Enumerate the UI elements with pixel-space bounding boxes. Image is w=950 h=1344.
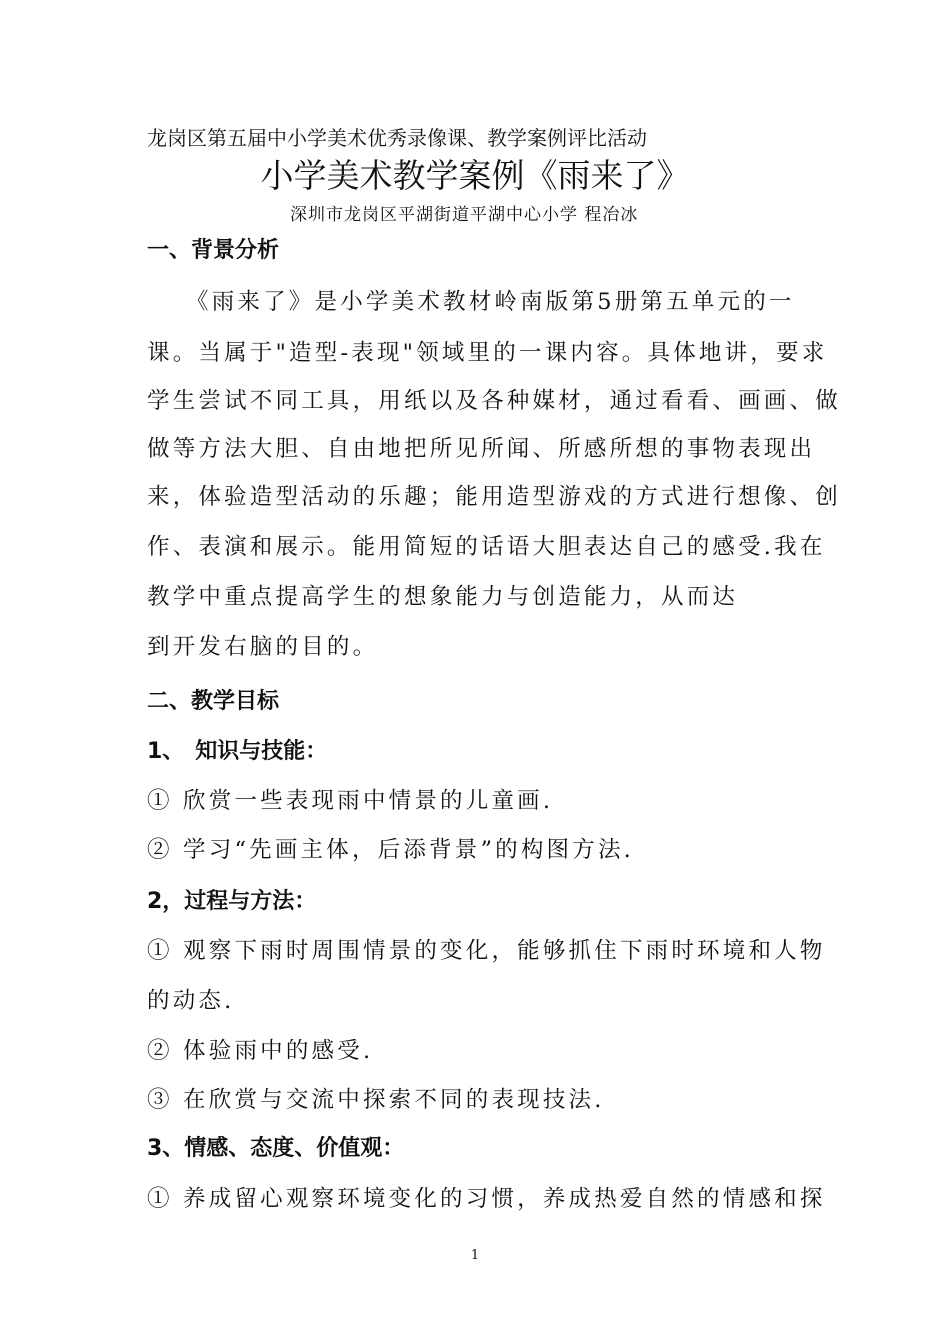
- goal-item: ② 体验雨中的感受.: [147, 1038, 374, 1064]
- goal2-heading: 2，过程与方法：: [147, 889, 317, 914]
- paragraph-line: 到开发右脑的目的。: [147, 634, 379, 660]
- goal-item: ① 养成留心观察环境变化的习惯，养成热爱自然的情感和探: [147, 1186, 826, 1212]
- goal-item: ① 欣赏一些表现雨中情景的儿童画.: [147, 788, 554, 814]
- page-number: 1: [470, 1248, 480, 1263]
- goals-heading: 二、教学目标: [147, 689, 280, 714]
- org-line: 龙岗区第五届中小学美术优秀录像课、教学案例评比活动: [147, 126, 647, 150]
- document-title: 小学美术教学案例《雨来了》: [260, 156, 690, 195]
- author-line: 深圳市龙岗区平湖街道平湖中心小学 程冶冰: [290, 205, 639, 225]
- goal3-heading: 3、情感、态度、价值观：: [147, 1136, 405, 1161]
- paragraph-line: 学生尝试不同工具，用纸以及各种媒材，通过看看、画画、做: [147, 388, 841, 414]
- paragraph-line: 《雨来了》是小学美术教材岭南版第5册第五单元的一: [186, 289, 795, 315]
- background-heading: 一、背景分析: [147, 238, 280, 263]
- paragraph-line: 教学中重点提高学生的想象能力与创造能力，从而达: [147, 584, 739, 610]
- paragraph-line: 作、表演和展示。能用简短的话语大胆表达自己的感受.我在: [147, 534, 826, 560]
- goal-item: ① 观察下雨时周围情景的变化，能够抓住下雨时环境和人物: [147, 938, 826, 964]
- paragraph-line: 做等方法大胆、自由地把所见所闻、所感所想的事物表现出: [147, 436, 816, 462]
- paragraph-line: 来，体验造型活动的乐趣；能用造型游戏的方式进行想像、创: [147, 484, 841, 510]
- paragraph-line: 课。当属于"造型-表现"领域里的一课内容。具体地讲，要求: [147, 340, 828, 366]
- goal-item: ③ 在欣赏与交流中探索不同的表现技法.: [147, 1087, 605, 1113]
- goal-item: 的动态.: [147, 988, 235, 1014]
- goal-item: ② 学习“先画主体，后添背景”的构图方法.: [147, 837, 635, 863]
- goal1-heading: 1、 知识与技能：: [147, 739, 328, 764]
